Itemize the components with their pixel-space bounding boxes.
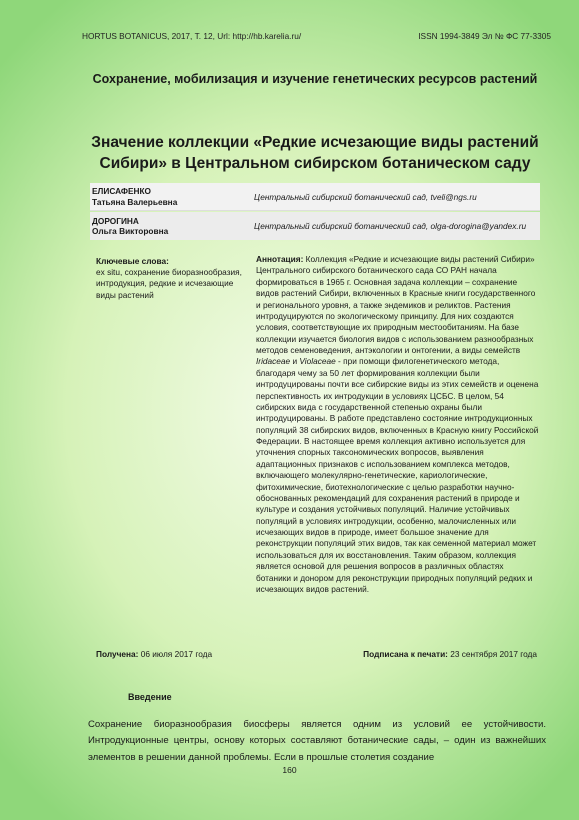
author-name [90,186,250,207]
author-affiliation: Центральный сибирский ботанический сад, tveli@ngs.ru [254,191,477,202]
author-row [90,212,540,240]
abstract-block [256,254,539,595]
author-row [90,183,540,211]
abstract-label: Аннотация: [256,254,304,264]
author-surname: ЕЛИСАФЕНКО [92,186,152,196]
keywords-block [96,256,246,301]
author-given-name: Ольга Викторовна [92,226,169,236]
received-label: Получена: [96,649,139,659]
article-title: Значение коллекции «Редкие исчезающие виды растений Сибири» в Центральном сибирском ботаническом саду [91,134,539,172]
abstract-conjunction: и [292,356,298,367]
author-given-name: Татьяна Валерьевна [92,196,178,207]
issn-label: ISSN 1994-3849 Эл № ФС 77-3305 [418,31,551,41]
received-date [96,649,212,659]
page-number: 160 [282,765,297,775]
abstract-text-part2: - при помощи филогенетического метода, благодаря чему за 50 лет формирования коллекции были интродуцированы почти все сибирские виды из этих семейств и оценена перспективность их интродукции в условиях ЦСБС. В целом, 54 сибирских вида с государственной степенью охраны были интродуцированы. В работе представлено состояние интродукционных популяций 38 сибирских видов, включенных в Красную книгу Российской Федерации. В настоящее время коллекция активно используется для уточнения спорных таксономических вопросов, выявления адаптационных признаков с использованием комплекса методов, включающего молекулярно-генетические, кариологические, фитохимические, биотехнологические с целью разработки научно-обоснованных рекомендаций для сохранения растений в природе и культуре и создания устойчивых популяций. Наличие устойчивых популяций в условиях интродукции, особенно, малочисленных или исчезающих видов в природе, имеет большое значение для реконструкции популяций этих видов, так как семенной материал может использоваться для их восстановления. Таким образом, коллекция является основой для решения вопросов в различных областях ботаники и донором для реконструкции природных популяций редких и исчезающих видов растений. [256,356,539,594]
signed-value: 23 сентября 2017 года [450,649,537,659]
intro-paragraph: Сохранение биоразнообразия биосферы является одним из условий ее устойчивости. Интродукционные центры, основу которых составляют ботанические сады, – один из важнейших элементов в решении данной проблемы. Если в прошлые столетия создание [88,719,546,763]
running-header [82,31,551,41]
signed-label: Подписана к печати: [363,649,448,659]
section-title: Сохранение, мобилизация и изучение генетических ресурсов растений [92,72,538,86]
abstract-text-part1: Коллекция «Редкие и исчезающие виды растений Сибири» Центрального сибирского ботанического сада СО РАН начала формироваться в 1965 г. Основная задача коллекции – сохранение видов растений Сибири, включенных в Красные книги государственного и регионального уровня, а также эндемиков и реликтов. Растения интродуцируются по экологическому принципу. Для них создаются условия, соответствующие их природным местообитаниям. На базе коллекции изучается биология видов с использованием разнообразных методов семеноведения, антэкологии и онтогении, а виды семейств [256,254,536,355]
author-name [90,216,250,237]
keywords-label: Ключевые слова: [96,256,169,266]
keywords-text: ex situ, сохранение биоразнообразия, интродукция, редкие и исчезающие виды растений [96,267,242,300]
author-affiliation: Центральный сибирский ботанический сад, olga-dorogina@yandex.ru [254,221,527,231]
received-value: 06 июля 2017 года [140,649,213,659]
journal-citation: HORTUS BOTANICUS, 2017, Т. 12, Url: http://hb.karelia.ru/ [82,31,302,41]
family-name-violaceae: Violaceae [299,356,336,367]
intro-heading: Введение [128,692,172,702]
family-name-iridaceae: Iridaceae [256,356,291,367]
dates-row [96,649,537,659]
signed-date [363,649,537,659]
author-surname: ДОРОГИНА [92,215,139,226]
